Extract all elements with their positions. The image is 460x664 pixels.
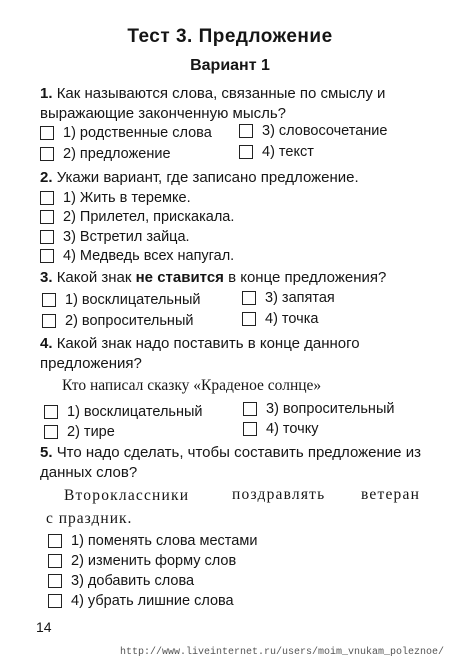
q5-sample-word-3: ветеран [361,486,421,503]
option-label: 1) родственные слова [63,125,212,141]
checkbox[interactable] [40,126,54,140]
option-label: 4) убрать лишние слова [71,593,234,609]
question-text: Какой знак надо поставить в конце данного предложения? [40,335,360,372]
q3-option-4[interactable] [242,310,318,328]
q5-sample-line-2: с праздник. [46,510,133,527]
checkbox[interactable] [242,291,256,305]
question-text: Укажи вариант, где записано предложение. [56,169,359,186]
checkbox[interactable] [243,402,257,416]
variant-heading: Вариант 1 [190,57,270,74]
q5-sample-word-2: поздравлять [232,486,326,503]
checkbox[interactable] [48,554,62,568]
option-label: 1) восклицательный [67,404,203,420]
q2-option-1[interactable] [40,189,191,207]
page-title: Тест 3. Предложение [127,26,333,47]
q3-option-3[interactable] [242,289,335,307]
q5-option-2[interactable] [48,552,236,570]
question-emphasis: не ставится [135,269,224,286]
option-label: 4) Медведь всех напугал. [63,248,235,264]
q4-option-1[interactable] [44,403,203,421]
question-number: 4. [40,335,53,352]
question-text-end: в конце предложения? [223,269,387,286]
option-label: 3) вопросительный [266,401,395,417]
q1-option-1[interactable] [40,124,212,142]
q5-option-3[interactable] [48,572,194,590]
checkbox[interactable] [44,405,58,419]
q2-option-3[interactable] [40,228,190,246]
q2-option-4[interactable] [40,247,234,265]
checkbox[interactable] [48,574,62,588]
question-number: 5. [40,444,53,461]
option-label: 1) восклицательный [65,292,201,308]
q4-option-2[interactable] [44,423,115,441]
question-2 [40,168,430,188]
question-number: 1. [40,85,53,102]
checkbox[interactable] [42,293,56,307]
option-label: 2) вопросительный [65,313,194,329]
option-label: 2) тире [67,424,115,440]
question-4 [40,334,432,374]
checkbox[interactable] [242,312,256,326]
q4-option-4[interactable] [243,420,318,438]
option-label: 4) текст [262,144,314,160]
question-text: Как называются слова, связанные по смыслу и выражающие законченную мысль? [40,85,386,122]
checkbox[interactable] [239,145,253,159]
page-number: 14 [36,619,52,635]
q5-option-1[interactable] [48,532,257,550]
question-text: Какой знак [56,269,136,286]
q3-option-2[interactable] [42,312,193,330]
option-label: 4) точку [266,421,319,437]
checkbox[interactable] [48,534,62,548]
q5-sample-word-1: Второклассники [64,487,190,504]
option-label: 1) поменять слова местами [71,533,258,549]
q1-option-4[interactable] [239,143,314,161]
option-label: 3) добавить слова [71,573,195,589]
q2-option-2[interactable] [40,208,234,226]
question-text: Что надо сделать, чтобы составить предложение из данных слов? [40,444,421,481]
q5-option-4[interactable] [48,592,234,610]
q3-option-1[interactable] [42,291,201,309]
checkbox[interactable] [40,147,54,161]
checkbox[interactable] [40,210,54,224]
q4-option-3[interactable] [243,400,394,418]
option-label: 2) предложение [63,146,171,162]
option-label: 3) Встретил зайца. [63,229,190,245]
source-url[interactable]: http://www.liveinternet.ru/users/moim_vnukam_poleznoe/ [120,647,445,658]
checkbox[interactable] [40,191,54,205]
question-5 [40,443,432,483]
question-number: 2. [40,169,53,186]
checkbox[interactable] [239,124,253,138]
q4-sample-sentence: Кто написал сказку «Краденое солнце» [62,377,322,394]
option-label: 3) словосочетание [262,123,388,139]
checkbox[interactable] [48,594,62,608]
option-label: 1) Жить в теремке. [63,190,191,206]
question-3 [40,268,430,288]
checkbox[interactable] [42,314,56,328]
checkbox[interactable] [243,422,257,436]
checkbox[interactable] [40,249,54,263]
option-label: 4) точка [265,311,319,327]
checkbox[interactable] [40,230,54,244]
option-label: 2) изменить форму слов [71,553,237,569]
q1-option-2[interactable] [40,145,171,163]
question-1 [40,84,430,124]
checkbox[interactable] [44,425,58,439]
option-label: 2) Прилетел, прискакала. [63,209,235,225]
option-label: 3) запятая [265,290,335,306]
question-number: 3. [40,269,53,286]
q1-option-3[interactable] [239,122,387,140]
